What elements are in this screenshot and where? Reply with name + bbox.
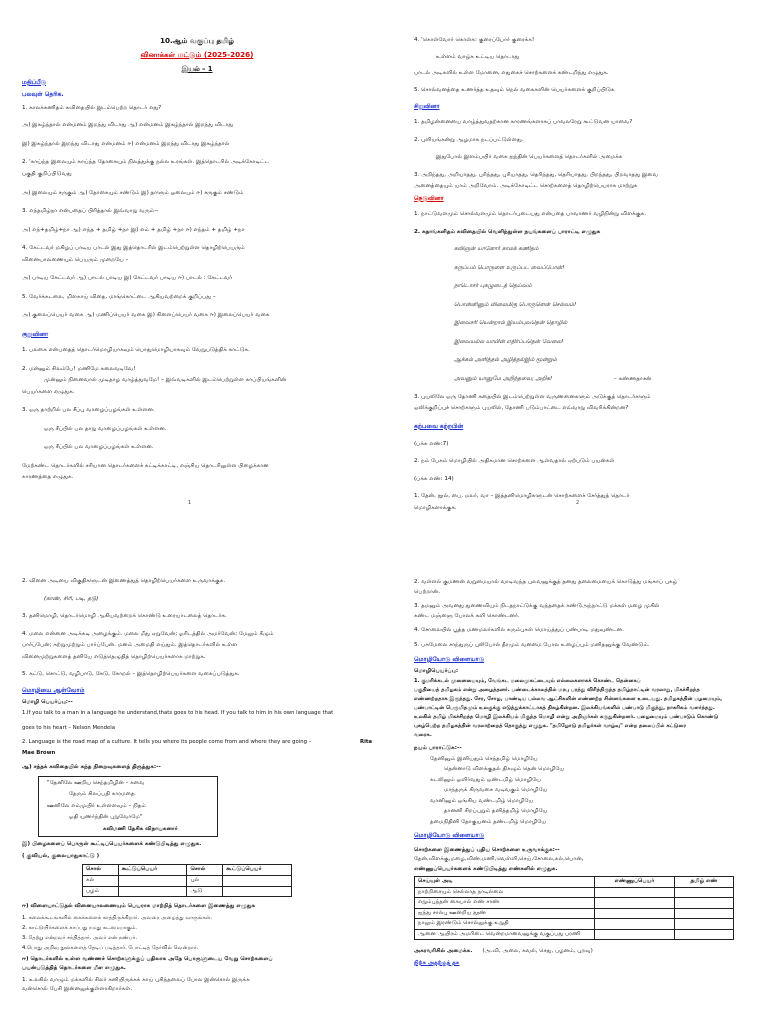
question-line: 1. தேன், நூல், பை, மலர், வா – இத்தனிமொழிகளுடன் சொற்களைச் சேர்த்துத் தொடர் — [414, 493, 630, 500]
word-list: (அ.வி, அலை, கவல், செது, பழனம், புறவு) — [482, 948, 593, 955]
poem-line: தமைநிதினி தோகுயனம் தண்டமிழ் மொழியே — [430, 818, 547, 825]
table-cell: நாற்றிசையும் செல்லாத நாடில்லை — [415, 887, 595, 898]
table-cell: ஐந்து சால்பு ஊன்றிய தூண் — [415, 908, 595, 919]
question-line: 5. சொல்வனத்தை உணர்த்த உதவும் நெல் வகைகளின் பெயர்களைக் குறிப்பிடுக — [414, 86, 615, 93]
list-item: 4.பொது அறிவு நூல்களைத் தேடிப் படித்தார். போட்டித் தேர்வில் வென்றார். — [22, 944, 199, 951]
question-line: 4. 'கொள்வோர் கொள்க: குரைப்போர் குரைக்க! — [414, 37, 535, 43]
english-quote-author: Rita — [359, 738, 372, 745]
table-header: கூட்டுப்பெயர் — [223, 865, 292, 876]
table-row — [83, 875, 292, 886]
table-cell — [118, 886, 187, 897]
table-header: செய்யுள் அடி — [415, 877, 595, 888]
poem-line: அவனும் யானுமே அறிந்தவை; அறிக! — [454, 376, 553, 383]
table-row — [415, 929, 734, 940]
document-subtitle: வினாக்கள் மட்டும் (2025-2026) — [140, 49, 254, 59]
paragraph-line: எண்ணற்றதாக இருந்தது. சேர, சோழ, பாண்டிய பல்லவ ஆட்சிகளின் எண்ணற்ற சின்னங்களை உடையது. தமிழகத்தின் பழமையும், — [414, 695, 723, 702]
question-line: வினையாலணையும் பெயரும் முறையே – — [22, 256, 129, 263]
collective-noun-table — [82, 864, 292, 897]
page1-content — [22, 36, 372, 486]
section-heading: நெடுவினா — [414, 195, 444, 203]
poem-author: கவிமணி தேசிக விநாயகனார் — [103, 825, 178, 832]
table-cell — [675, 929, 734, 940]
table-cell: எறும்புந்தன் கையால் எண் சாண் — [415, 898, 595, 909]
question-line: 4. கேட்டவர் மகிழப் பாடிய பாடல் இது இத்தொடரில் இடம்பெற்றுள்ள தொழிற்பெயரும் — [22, 245, 245, 252]
list-item: 1. உலகில் வாழும் மக்களில் சிலர் கனியிருக்கக் காய் புசிந்தலைப் போல இன்சொல் இருக்க — [22, 976, 250, 983]
option-line: இ) இகழ்ந்தால் இறந்து விடாது என்மனம் ஈ) என்மனம் இறந்து விடாது இகழ்ந்தால் — [22, 140, 230, 147]
question-line: பார்ப்பேன்; சுற்றுமுற்றும் பார்ப்பேன். மனம் அமைதி எய்தும். இத்தொடர்களில் உள்ள — [22, 642, 238, 649]
paragraph-line: பண்பாட்டின் பெருமிதமும் உலகுக்கு எடுத்துக்காட்டாகத் திகழ்கின்றன. இலக்கியங்களில் பண்பாடு மிகுந்து, நாகரிகம் வளர்ந்தது. — [414, 704, 715, 711]
table-cell — [595, 929, 675, 940]
question-line: முன்னும் நினைவால் முடிதாழ வாழ்த்துவமே! – இவ்வடிகளில் இடம்பெற்றுள்ள காப்பியங்களின் — [44, 377, 287, 384]
poem-line: தேனினும் இனியதும் செந்தமிழ் மொழியே — [430, 755, 538, 762]
poem-line: கருப்பம் பொருளை உருப்பட வைப்போன்! — [454, 264, 565, 271]
number-words-table — [414, 876, 734, 940]
table-cell — [595, 887, 675, 898]
table-cell: ஆடு — [187, 886, 223, 897]
page4-content — [414, 579, 756, 972]
table-row — [415, 898, 734, 909]
english-quote: goes to his heart – Nelson Mendela — [22, 724, 115, 731]
subsection-heading: சொற்களை இணைத்துப் புதிய சொற்களை உருவாக்குக:-- — [414, 846, 560, 853]
question-line: 3. ஒரு தாற்றில் பல சீப்பு வாழைப்பழங்கள் உள்ளன. — [22, 407, 155, 414]
table-cell — [675, 919, 734, 930]
question-line: 2. வள்ளல் குமணன் வறுமையால் வாடிவந்த புலவனுக்குத் தனது தலைமையைக் கொடுத்து மங்காப் புகழ் — [414, 579, 678, 585]
subsection-heading: இ) பிழைகளைப் பொருள் கூட்டிப்பெயர்களைக் கண்டுபிடித்து எழுதுக. — [22, 841, 202, 848]
english-quote-row — [22, 739, 372, 746]
document-page-3 — [0, 512, 384, 1024]
poem-last-row — [414, 376, 756, 384]
question-line: 4. சோலையில் பூத்த மணமலர்களில் சுரும்புகள் மொய்த்துப் பண்பாடி மதுவுண்டன. — [414, 627, 624, 634]
question-line: இதுபோல் இளம்பயிர் வகை ஐந்தின் பெயர்களைத் தொடர்களில் அமைக்க — [436, 154, 623, 161]
section-heading: நிற்க அதற்குத் தக — [414, 959, 460, 966]
poem-line: பொன்னினும் விலைமிகு பொருளென் செல்வம்! — [454, 301, 577, 308]
document-page-2 — [384, 0, 768, 512]
paragraph-line: புகழ்பெற்ற தமிழகத்தின் வரலாற்றைத் தொகுத்து எழுதுக. "தமிழோடு தமிழர்கள் வாழ்வு" என்ற தலைப்பில் கட்டுரை — [414, 723, 687, 729]
chapter-heading: இயல் – 1 — [181, 65, 213, 74]
question-line: ஒரு சீப்பில் பல தாறு வாழைப்பழங்கள் உள்ளன. — [44, 425, 167, 432]
table-row — [415, 919, 734, 930]
question-line: 5. வேர்க்கடலை, மிளகாய் விதை, மாங்கொட்டை ஆகியவற்றைக் குறிப்பது – — [22, 293, 216, 300]
question-line: அனைத்தையும் யாம் அறிவோம். அடிக்கோடிட்ட சொற்களைத் தொழிற்பெயராக மாற்றுக — [414, 183, 638, 190]
poem-line: இவைசரி யென்றால் இயம்புவதென் தொழில் — [454, 320, 568, 327]
question-line: பெயர்களை எழுதுக. — [22, 388, 75, 395]
paragraph-line: பகுதியைத் தமிழகம் என்று அழைத்தனர். பண்டைக்காலத்தில் மரபு பரந்து விரிந்திருந்த தமிழ்நாட்டின் வரலாறு, மிகச்சிறந்த — [414, 686, 700, 693]
table-cell: ஆனை ஆயிரம் அமரிடை வென்றமானவனுக்கு வகுப்பது பரணி — [415, 929, 595, 940]
table-cell: புல் — [187, 875, 223, 886]
subsection-heading: ஈ) தொடர்களில் உள்ள வண்ணச் சொற்களுக்குப் பதிலாக அதே பொருளுடைய வேறு சொற்களைப் — [22, 955, 273, 962]
question-line: காரணத்தை எழுதுக. — [22, 474, 74, 481]
document-page-1 — [0, 0, 384, 512]
poem-line: வானினும் ஒங்கிய வண்டமிழ் மொழியே — [430, 797, 534, 804]
page-number: 1 — [188, 500, 192, 506]
page2-content — [414, 37, 756, 512]
table-header: தமிழ் எண் — [675, 877, 734, 888]
section-heading: மொழியோடு விளையாடு — [414, 656, 485, 664]
paragraph-line: 1. குமரிக்கடல் முனையையும், வேங்கட மலைமுகட்டையும் எல்லைகளாகக் கொண்ட தென்னகப் — [414, 677, 641, 684]
english-quote: Mae Brown — [22, 749, 56, 756]
poem-line: தானனி சிறப்புறும் தனித்தமிழ் மொழியே — [444, 808, 548, 815]
table-row — [83, 886, 292, 897]
question-line: 1. நாட்டுவளமும் சொல்வளமும் தொடர்புடையது என்பதை பாவாணர் வழிநின்று விளக்குக. — [414, 211, 646, 218]
question-line: ஒலிக்குறிப்புச் சொற்களும் புயலில், தோணி படும்பாட்டை எவ்வாறு விவரிக்கின்றன? — [414, 405, 629, 412]
table-cell: கல் — [83, 875, 119, 886]
poem-line: இவையல்ல யாயின் எதிர்ப்பதென் வேலை! — [454, 338, 564, 345]
option-line: அ) இலையும் சருகும் ஆ) தோகையும் சண்டும் இ) தாளும் ஓலையும் ஈ) சருகும் சண்டும் — [22, 189, 244, 196]
list-item: வன்சொல் பேசி இன்னலுக்குள்ளாகிறார்கள். — [22, 986, 133, 993]
table-cell — [223, 886, 292, 897]
paragraph-line: வரைக. — [414, 732, 432, 739]
question-line: 2. நம் பேசும் மொழியில் அதிகமான சொற்களை ஆள்வதால் ஏற்படும் பயன்கள் — [414, 458, 615, 465]
question-line: 3. அறிந்தது, அறியாதது, புரிந்தது, புரியாதது, தெரிந்தது, தெரியாதது, பிறந்தது, பிறவாதது இவை — [414, 171, 658, 178]
question-line: கண்ட மஞ்ஞை போலக் களி கொண்டனர். — [414, 612, 520, 619]
poem-line: தென்னாடு விளக்குதல் திகழும் தென் மொழியே — [444, 766, 565, 773]
page-number: 2 — [576, 500, 580, 506]
question-line: 4. மலை என்னை அடிக்கடி அழைக்கும். மலை மீது ஏறுவேன்; ஓரிடத்தில் அமர்வேன்; மேலும் கீழும் — [22, 630, 274, 637]
question-line: 1. காலக்கணிதம் கவிதையில் இடம்பெற்ற தொடர் எது? — [22, 104, 162, 111]
document-page-4 — [384, 512, 768, 1024]
question-line: (பக்க எண்: 14) — [414, 475, 454, 482]
poem-line: மாந்தருக் கிருவகை வடிவகும் மொழியே — [444, 787, 548, 794]
option-line: அ) குலைப்பெயர் வகை ஆ) மணிப்பெயர் வகை இ) கிளைப்பெயர் வகை ஈ) இலைப்பெயர் வகை — [22, 312, 270, 319]
poem-line: தேரும் சிலப்பதி காரமதை — [69, 791, 135, 798]
question-line: பாடல் அடிகளில் உள்ள மோனை, எதுகைச் சொற்களைக் கண்டறிந்து எழுதுக. — [414, 70, 609, 77]
poem-line: நாடொசர் புகழுடைத் தெய்வம் — [454, 283, 532, 290]
paragraph-line: உலகில் தமிழ் மிகச்சிறந்த மொழி இலக்கியம் மிகுந்த மொழி என்று அறிஞர்கள் கருதுகின்றனர். பழைமையும் பண்பாடும் கொண்டு — [414, 713, 719, 720]
english-quote: 2. Language is the road map of a culture. It tells you where its people come from and where they are going – — [22, 738, 312, 745]
table-cell: நாலும் இரண்டும் சொல்லுக்கு உறுதி — [415, 919, 595, 930]
subsection-heading: மொழிபெயர்ப்பு: — [414, 668, 459, 675]
poem-line: ஊனிலே எம்முயிர் உள்ளளவும் – நிதம் — [47, 802, 146, 809]
section-heading: கற்பவை கற்றபின் — [414, 422, 464, 430]
subsection-heading: பயன்படுத்தித் தொடர்களை மீள எழுதுக. — [22, 965, 126, 972]
table-header: சொல் — [187, 865, 223, 876]
question-line: ஒரு சீப்பில் பல வாழைப்பழங்கள் உள்ளன. — [44, 444, 154, 451]
question-line: 3. தமனும் அவனது துணைவியும் நிடதநாட்டுக்கு வந்ததைக் கண்டுஅந்நாட்டு மக்கள் மழை முகில் — [414, 603, 660, 610]
table-row — [415, 887, 734, 898]
table-cell — [595, 908, 675, 919]
table-cell — [223, 875, 292, 886]
table-cell — [595, 919, 675, 930]
option-line: அ) பாடிய கேட்டவர் ஆ) பாடல் பாடிய இ) கேட்டவர் பாடிய ஈ) பாடல் : கேட்டவர் — [22, 275, 233, 282]
list-item: 3. தேற்று என்றவர் சந்தித்தார். அவர் என் நண்பர். — [22, 934, 138, 941]
question-line: (காண், சிரி, படி, தடு) — [44, 595, 99, 602]
question-line: 2. வினை அடியை விகுதிகளுடன் இணைத்துத் தொழிற்பெயர்களை உருவாக்குக. — [22, 578, 226, 584]
question-line: 1. பலகை என்பதைத் தொடர்மொழியாகவும் பொதுமொழியாகவும் வேறுபடுத்திக் காட்டுக. — [22, 347, 250, 353]
question-label: அகரவரிசில் அமைக்க. — [414, 948, 473, 955]
table-header-row — [83, 865, 292, 876]
subsection-heading: மொழி பெயர்ப்பு:-- — [22, 698, 73, 705]
table-header-row — [415, 877, 734, 888]
option-line: அ) இகழ்ந்தால் என்மனம் இறந்து விடாது ஆ) என்மனம் இகழ்ந்தால் இறந்து விடாது — [22, 122, 234, 129]
question-line: உள்ளம் வாழ்க உட்டிய தொடாது — [436, 53, 520, 60]
section-heading: மொழியை ஆள்வோம் — [22, 686, 85, 694]
question-line: மேற்கண்ட தொடர்களில் சரியான தொடர்களைச் சுட்டிக்காட்டி, எஞ்சிய தொடரிலுள்ள பிழைக்கான — [22, 462, 269, 469]
poem-author: – கண்ணதாசன் — [614, 376, 652, 383]
question-line: 3. தனிமொழி, தொடர்மொழி ஆகியவற்றைக் கொண்டு உரையாடலைத் தொடர்க. — [22, 613, 227, 620]
question-line: பெற்றான். — [414, 588, 441, 595]
poem-line: கவிஞன் யானோர் காலக் கணிதம் — [454, 246, 539, 253]
word-list: தேன்,விளக்கு,மழை,விண்,மணி,வெள்ளி,செய்,சோலை,கல்,பொன், — [414, 856, 584, 863]
poem-line: ஆக்கல் அளித்தல் அழித்தல்இம் மூன்றும் — [454, 357, 557, 364]
question-line: 5. பசுமேலை சாந்துருப் புலிபோல் தீரமும் வனமை போல உழைப்பும் மனிதனுக்கு வேண்டும். — [414, 641, 650, 648]
subsection-heading: நயம் பாராட்டுக:-- — [414, 745, 462, 752]
table-cell — [675, 908, 734, 919]
question-heading: 2. சுதாங்களிதம் கவிதையில் வெளிந்துள்ள நயங்களைப் பாராட்டி எழுதுக — [414, 228, 601, 235]
english-quote: 1.If you talk to a man in a language he understand,thats goes to his head. If you talk to him in his own language that — [22, 710, 334, 717]
question-line: 2. புளியங்கன்று ஆழமாக நடப்பட்டுள்ளது. — [414, 136, 524, 143]
subsection-note: ( குவியல், குலையாதுகாட்டு ) — [22, 852, 100, 859]
poem-line: "தேனிலே ஊறிய செந்தமிழின் – சுவை — [47, 779, 145, 786]
poem-line: கடலினும் ஓளிர்வதும் ஒண்டமிழ் மொழியே — [430, 776, 541, 783]
question-line: 5. கட்டு, சொட்டு, வழிபாடு, கேடு, கோறல் – இத்தொழிற்பெயர்களை வகைப்படுத்துக. — [22, 671, 240, 678]
question-line: 3. எந்தமிழ்நா என்பதைப் பிரித்தால் இவ்வாறு வரும்-- — [22, 208, 159, 215]
list-item: 1. கலைக்கூடங்களில் கைக்களைக் காத்திருக்கிறார். அவரை அழைத்து வாருங்கள். — [22, 914, 213, 921]
poem-box — [38, 776, 218, 838]
alphabetical-order-row — [414, 948, 756, 956]
subsection-heading: ஈ) விளையாட்டுதல் வினையாலணையும் பெயராக மாற்றித் தொடர்களை இணைத்து எழுதுக — [22, 903, 256, 910]
question-line: 2. மன்னும் சிலம்பே! மணிமே கலைவடிவே! — [22, 365, 136, 372]
table-header: கூட்டுப்பெயர் — [118, 865, 187, 876]
question-line: வினைமுற்றுகளைத் தனியே எடுத்தெழுதித் தொழிற்பெயர்களாக மாற்றுக. — [22, 653, 206, 660]
table-cell: பழம் — [83, 886, 119, 897]
question-line: 2. 'காய்ந்த இலையும் காய்ந்த தோகையும் நிலத்துக்கு நல்ல உரங்கள். இத்தொடரில் அடிக்கோடிட்ட — [22, 159, 269, 166]
subsection-heading: எண்ணுப்பெயர்களைக் கண்டுபிடித்து எண்களில் எழுதுக. — [414, 865, 558, 872]
poem-line: ஓதி யுணர்ந்தின் புறுவோமே" — [69, 814, 143, 821]
section-heading: மொழியோடு விளையாடு — [414, 832, 485, 840]
question-line: பகுதி குறிப்பிடுவது — [22, 170, 72, 177]
table-cell — [675, 898, 734, 909]
question-line: 1. தமிழன்னையை வாழ்த்துவதற்கான காரணங்களாகப் பாவலரேறு கூட்டுவன யாவை? — [414, 119, 633, 126]
table-cell — [595, 898, 675, 909]
subsection-heading: பலவுள் தெரிக. — [22, 90, 64, 98]
table-cell — [675, 887, 734, 898]
table-cell — [118, 875, 187, 886]
section-heading: சிறுவினா — [414, 103, 440, 111]
question-line: 3. புயலிலே ஒரு தோணி கதையில் இடம்பெற்றுள்ள வருணனைகளும் அடுக்குத் தொடர்களும் — [414, 393, 651, 400]
table-header: சொல் — [83, 865, 119, 876]
section-heading: குறுவினா — [22, 330, 49, 338]
table-row — [415, 908, 734, 919]
section-heading: மதிப்பீடு — [22, 78, 47, 86]
list-item: 2. காட்டுயிர்களைக் காப்பது நமது கடமையாகும். — [22, 924, 137, 931]
subsection-heading: ஆ) சந்தக் கவிதையில் சுந்த நிறைவுகளைத் திருத்துக:-- — [22, 764, 161, 771]
question-line: மொழிகளாக்குக. — [414, 504, 457, 511]
option-line: அ) எந்+தமிழ்+நா ஆ) எந்த + தமிழ் +நா இ) எம் + தமிழ் +நா ஈ) எந்தம் + தமிழ் +நா — [22, 226, 245, 233]
document-title: 10.ஆம் வகுப்பு தமிழ் — [159, 36, 235, 45]
page3-content — [22, 578, 372, 998]
table-header: எண்ணுப்பெயர் — [595, 877, 675, 888]
question-line: (பக்க எண்:7) — [414, 440, 449, 447]
